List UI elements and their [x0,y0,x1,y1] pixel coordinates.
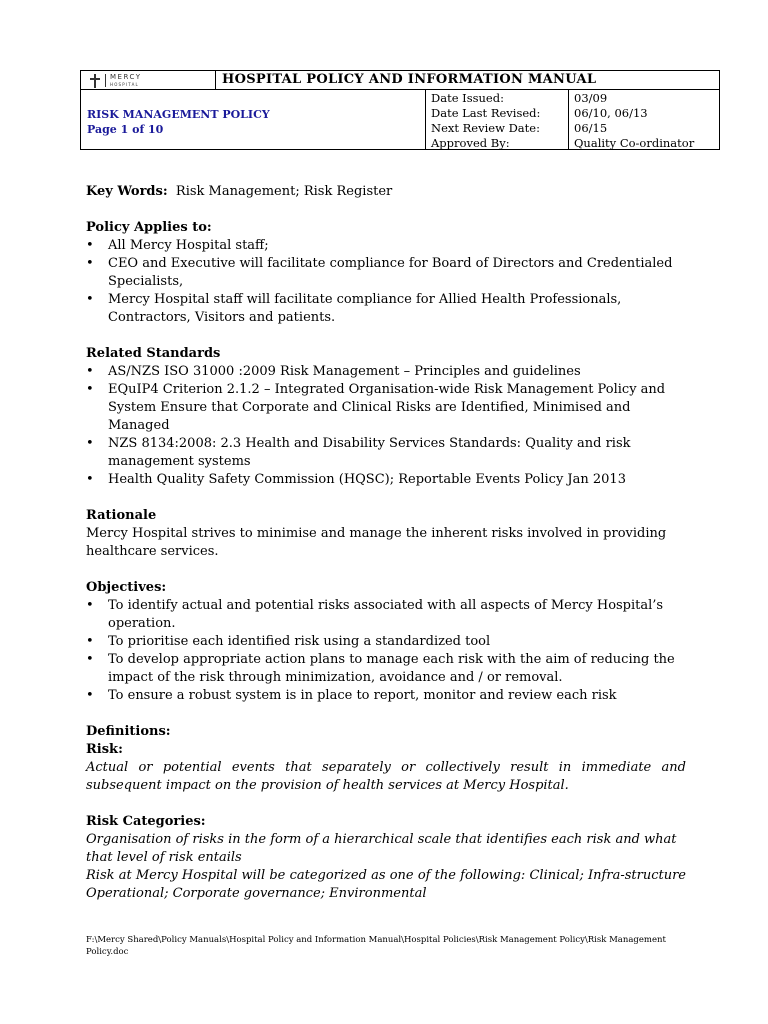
section-heading: Definitions: [86,724,171,739]
rationale-text: Mercy Hospital strives to minimise and manage the inherent risks involved in providing healthcare services. [86,526,667,559]
section-categories [86,813,686,903]
standards-list [86,363,686,489]
logo-name: MERCY [110,72,142,81]
section-heading: Objectives: [86,580,167,595]
logo-sub: HOSPITAL [110,81,139,87]
list-item: • All Mercy Hospital staff; [86,238,269,253]
section-heading: Risk Categories: [86,814,206,829]
categories-text-1: Organisation of risks in the form of a hierarchical scale that identifies each risk and what that level of risk entails [86,832,677,865]
meta-value: 03/09 [574,91,608,105]
mercy-hospital-logo [89,73,142,88]
categories-text-2: Risk at Mercy Hospital will be categorized as one of the following: Clinical; Infra-structure Operational; Corporate governance; Environmental [86,868,686,901]
list-item: • To identify actual and potential risks associated with all aspects of Mercy Hospital’s operation. [86,598,664,631]
header-table [80,70,720,150]
cross-icon [89,74,101,88]
list-item: • Mercy Hospital staff will facilitate compliance for Allied Health Professionals, Contractors, Visitors and patients. [86,292,622,325]
manual-title: HOSPITAL POLICY AND INFORMATION MANUAL [222,72,597,87]
meta-value: 06/10, 06/13 [574,106,648,120]
key-words-label: Key Words: [86,184,168,199]
meta-label: Date Issued: [431,91,504,105]
list-item: • NZS 8134:2008: 2.3 Health and Disability Services Standards: Quality and risk management systems [86,436,631,469]
section-heading: Related Standards [86,346,221,361]
policy-name: RISK MANAGEMENT POLICY [87,108,270,121]
meta-label: Next Review Date: [431,121,540,135]
section-objectives [86,579,686,705]
objectives-list [86,597,686,705]
key-words-text: Risk Management; Risk Register [175,184,393,199]
list-item: • CEO and Executive will facilitate compliance for Board of Directors and Credentialed Specialists, [86,256,673,289]
meta-values-cell [569,90,719,149]
logo-cell [81,71,216,90]
page-number: Page 1 of 10 [87,123,164,136]
key-words [86,183,686,201]
section-standards [86,345,686,489]
list-item: • AS/NZS ISO 31000 :2009 Risk Management – Principles and guidelines [86,364,581,379]
section-rationale [86,507,686,561]
section-heading: Policy Applies to: [86,220,212,235]
meta-label: Approved By: [431,136,510,150]
footer-file-path: F:\Mercy Shared\Policy Manuals\Hospital Policy and Information Manual\Hospital Policies\Risk Management Policy\Risk Management Policy.doc [86,935,666,957]
applies-list [86,237,686,327]
list-item: • To develop appropriate action plans to manage each risk with the aim of reducing the impact of the risk through minimization, avoidance and / or removal. [86,652,675,685]
policy-cell [81,90,426,149]
list-item: • EQuIP4 Criterion 2.1.2 – Integrated Organisation-wide Risk Management Policy and System Ensure that Corporate and Clinical Risks are Identified, Minimised and Managed [86,382,666,433]
subheading-risk: Risk: [86,742,123,757]
meta-labels-cell [426,90,569,149]
section-heading: Rationale [86,508,157,523]
meta-value: 06/15 [574,121,608,135]
risk-definition: Actual or potential events that separately or collectively result in immediate and subsequent impact on the provision of health services at Mercy Hospital. [86,760,686,793]
document-body [86,183,686,903]
list-item: • To ensure a robust system is in place to report, monitor and review each risk [86,688,617,703]
list-item: • To prioritise each identified risk using a standardized tool [86,634,491,649]
list-item: • Health Quality Safety Commission (HQSC); Reportable Events Policy Jan 2013 [86,472,626,487]
manual-title-cell [216,71,719,90]
section-applies [86,219,686,327]
meta-value: Quality Co-ordinator [574,136,695,150]
section-definitions [86,723,686,795]
meta-label: Date Last Revised: [431,106,541,120]
